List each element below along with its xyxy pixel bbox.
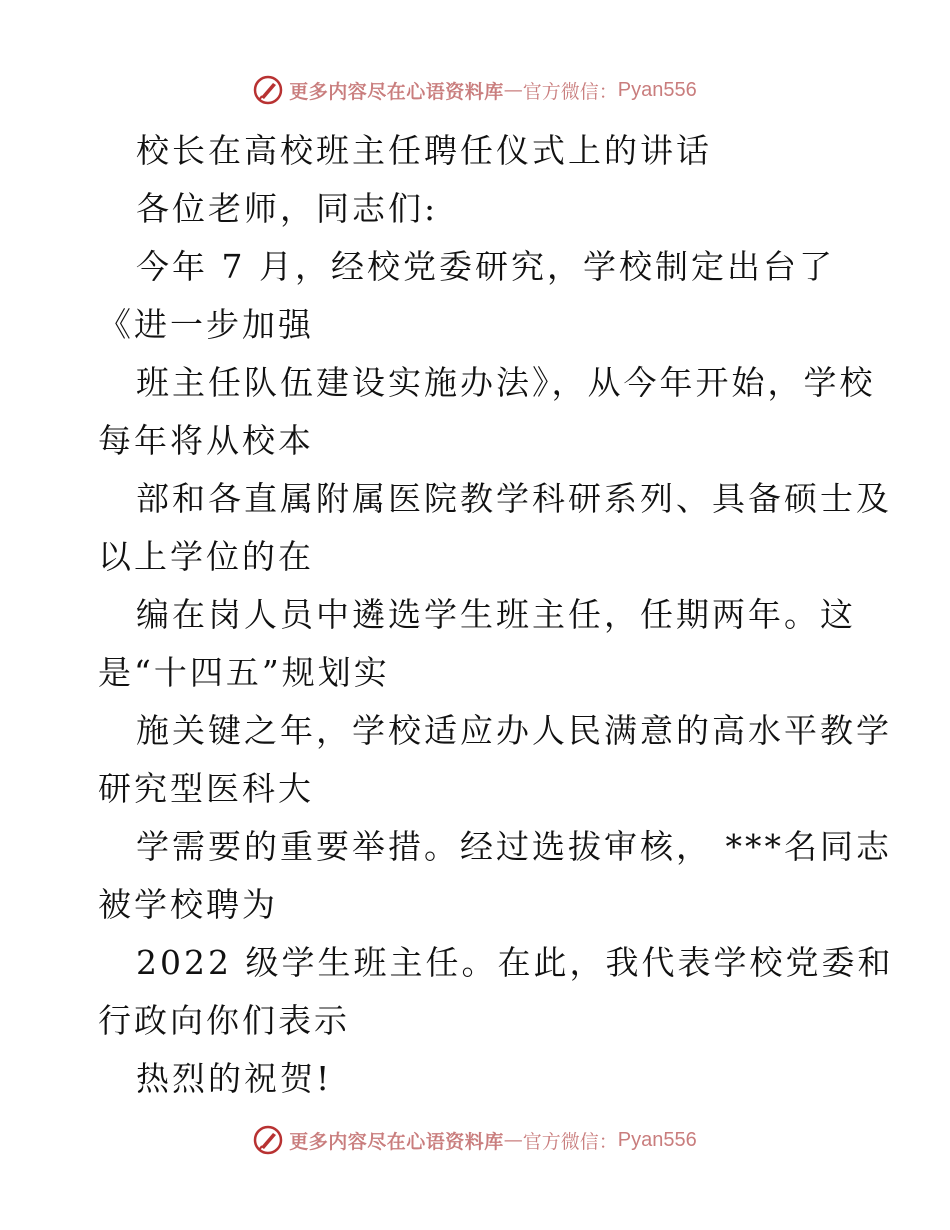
text-line: 校长在高校班主任聘任仪式上的讲话 (136, 131, 712, 170)
text-line: 研究型医科大 (98, 769, 314, 808)
banner-wechat-label: 官方微信： (522, 80, 618, 103)
text-line: 部和各直属附属医院教学科研系列、具备硕士及 (136, 479, 892, 518)
text-line: 被学校聘为 (98, 885, 278, 924)
document-body (98, 122, 894, 1108)
banner-wechat-label: 官方微信： (522, 1130, 618, 1153)
footer-banner (0, 1120, 950, 1160)
text-line: 今年 7 月，经校党委研究，学校制定出台了 (136, 247, 835, 286)
banner-title: 更多内容尽在心语资料库 (289, 80, 504, 103)
text-line: 行政向你们表示 (98, 1001, 350, 1040)
quill-pen-logo-icon (253, 1125, 283, 1155)
text-line: 2022 级学生班主任。在此，我代表学校党委和 (136, 943, 894, 982)
text-line: 学需要的重要举措。经过选拔审核， ***名同志 (136, 827, 892, 866)
banner-title: 更多内容尽在心语资料库 (289, 1130, 504, 1153)
banner-separator: — (503, 79, 523, 101)
banner-wechat-id: Pyan556 (617, 78, 697, 101)
text-line: 施关键之年，学校适应办人民满意的高水平教学 (136, 711, 892, 750)
text-line: 《进一步加强 (98, 305, 314, 344)
text-line: 编在岗人员中遴选学生班主任，任期两年。这 (136, 595, 856, 634)
text-line: 班主任队伍建设实施办法》，从今年开始，学校 (136, 363, 876, 402)
text-line: 以上学位的在 (98, 537, 314, 576)
text-line: 热烈的祝贺! (136, 1059, 333, 1098)
text-line: 是“十四五”规划实 (98, 653, 390, 692)
header-banner (0, 70, 950, 110)
text-line: 每年将从校本 (98, 421, 314, 460)
quill-pen-logo-icon (253, 75, 283, 105)
text-line: 各位老师，同志们: (136, 189, 439, 228)
banner-wechat-id: Pyan556 (617, 1128, 697, 1151)
banner-separator: — (503, 1129, 523, 1151)
